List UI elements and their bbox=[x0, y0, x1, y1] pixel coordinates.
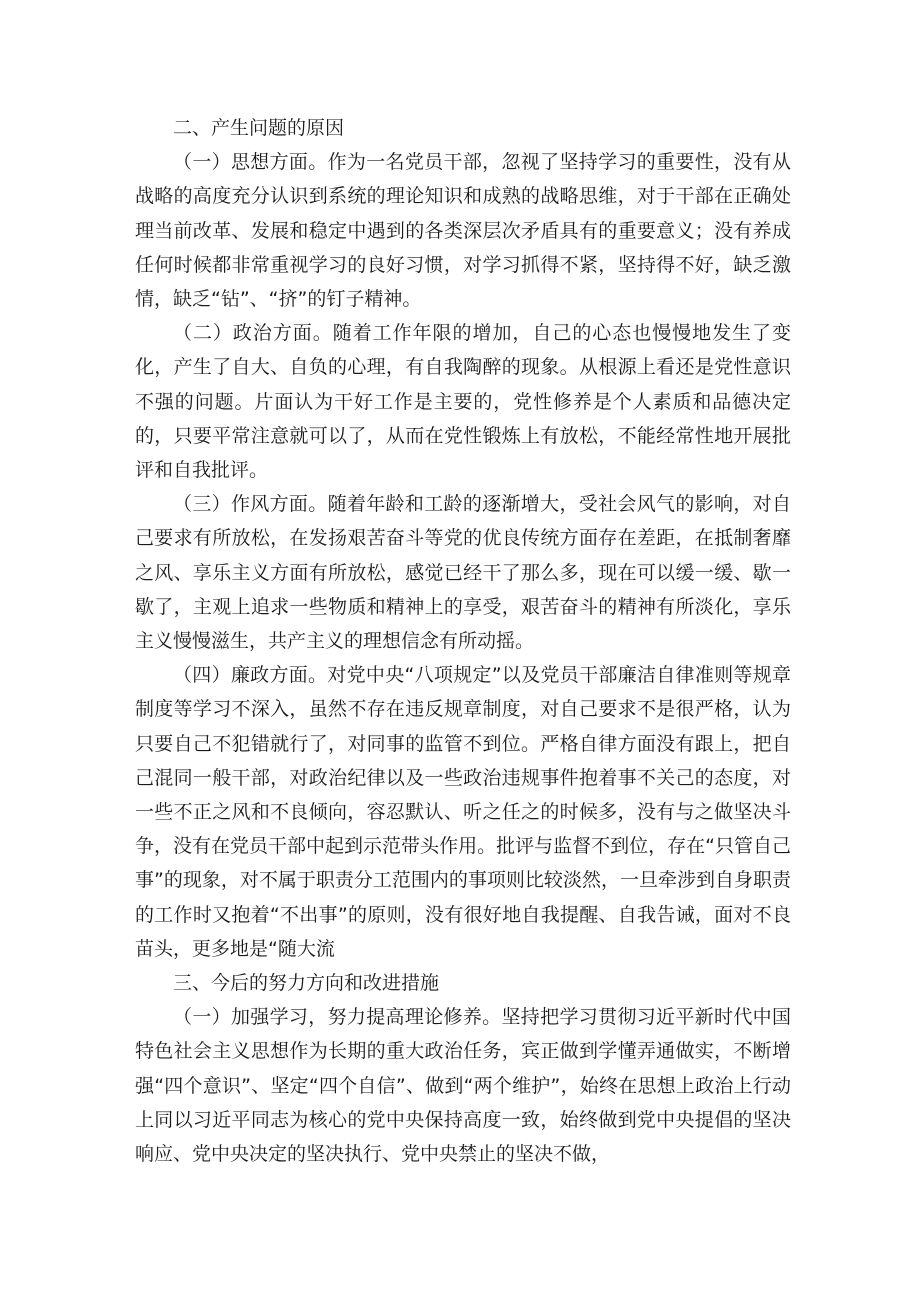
paragraph-politics: （二）政治方面。随着工作年限的增加，自己的心态也慢慢地发生了变化，产生了自大、自负的心理，有自我陶醉的现象。从根源上看还是党性意识不强的问题。片面认为干好工作是主要的，党性修养是个人素质和品德决定的，只要平常注意就可以了，从而在党性锻炼上有放松，不能经常性地开展批评和自我批评。 bbox=[135, 322, 791, 482]
paragraph-ideology: （一）思想方面。作为一名党员干部，忽视了坚持学习的重要性，没有从战略的高度充分认识到系统的理论知识和成熟的战略思维，对于干部在正确处理当前改革、发展和稳定中遇到的各类深层次矛盾具有的重要意义；没有养成任何时候都非常重视学习的良好习惯，对学习抓得不紧，坚持得不好，缺乏激情，缺乏“钻”、“挤”的钉子精神。 bbox=[135, 151, 791, 311]
paragraph-strengthen-study: （一）加强学习，努力提高理论修养。坚持把学习贯彻习近平新时代中国特色社会主义思想作为长期的重大政治任务，宾正做到学懂弄通做实，不断增强“四个意识”、坚定“四个自信”、做到“两个维护”，始终在思想上政治上行动上同以习近平同志为核心的党中央保持高度一致，始终做到党中央提倡的坚决响应、党中央决定的坚决执行、党中央禁止的坚决不做， bbox=[135, 1006, 791, 1166]
document-body bbox=[135, 111, 791, 1171]
paragraph-work-style: （三）作风方面。随着年龄和工龄的逐渐增大，受社会风气的影响，对自己要求有所放松，在发扬艰苦奋斗等党的优良传统方面存在差距，在抵制奢靡之风、享乐主义方面有所放松，感觉已经干了那么多，现在可以缓一缓、歇一歇了，主观上追求一些物质和精神上的享受，艰苦奋斗的精神有所淡化，享乐主义慢慢滋生，共产主义的理想信念有所动摇。 bbox=[135, 493, 791, 653]
section-heading-causes: 二、产生问题的原因 bbox=[173, 117, 345, 139]
paragraph-integrity: （四）廉政方面。对党中央“八项规定”以及党员干部廉洁自律准则等规章制度等学习不深入，虽然不存在违反规章制度，对自己要求不是很严格，认为只要自己不犯错就行了，对同事的监管不到位。严格自律方面没有跟上，把自己混同一般干部，对政治纪律以及一些政治违规事件抱着事不关己的态度，对一些不正之风和不良倾向，容忍默认、听之任之的时候多，没有与之做坚决斗争，没有在党员干部中起到示范带头作用。批评与监督不到位，存在“只管自己事”的现象，对不属于职责分工范围内的事项则比较淡然，一旦牵涉到自身职责的工作时又抱着“不出事”的原则，没有很好地自我提醒、自我告诫，面对不良苗头，更多地是“随大流 bbox=[135, 664, 791, 960]
section-heading-improvements: 三、今后的努力方向和改进措施 bbox=[173, 972, 440, 995]
